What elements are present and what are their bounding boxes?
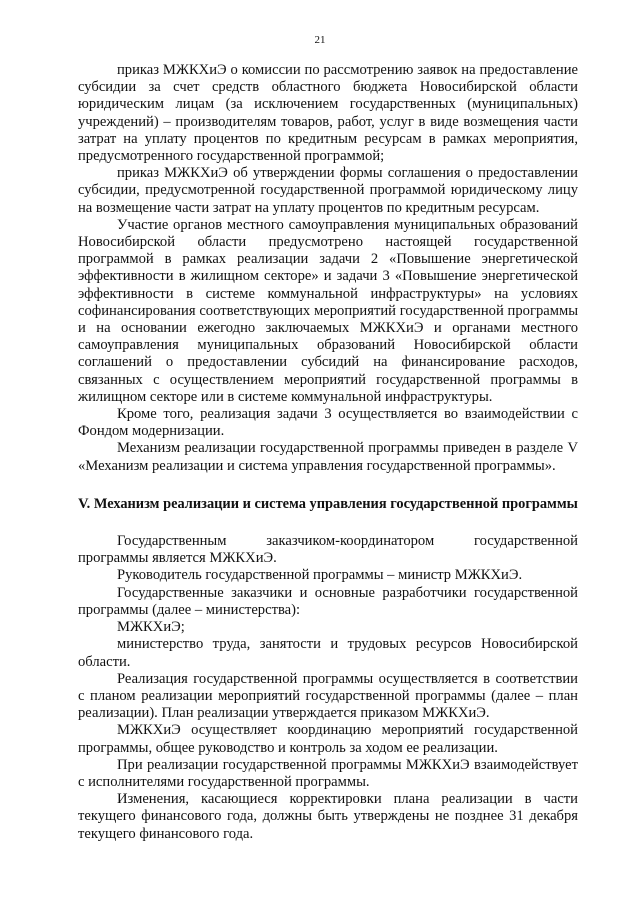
paragraph: приказ МЖКХиЭ об утверждении формы соглашения о предоставлении субсидии, предусмотренной государственной программой юридическому лицу на возмещение части затрат на уплату процентов по кредитным ресурсам. (78, 165, 578, 216)
page-number: 21 (314, 34, 326, 46)
section-heading: V. Механизм реализации и система управления государственной программы (78, 495, 578, 512)
paragraph: МЖКХиЭ; (117, 619, 185, 636)
paragraph: Изменения, касающиеся корректировки плана реализации в части текущего финансового года, должны быть утверждены не позднее 31 декабря текущего финансового года. (78, 791, 578, 842)
paragraph: МЖКХиЭ осуществляет координацию мероприятий государственной программы, общее руководство и контроль за ходом ее реализации. (78, 722, 578, 756)
paragraph: Государственным заказчиком-координатором государственной программы является МЖКХиЭ. (78, 533, 578, 567)
document-body (78, 62, 578, 843)
paragraph: Кроме того, реализация задачи 3 осуществляется во взаимодействии с Фондом модернизации. (78, 406, 578, 440)
paragraph: Участие органов местного самоуправления муниципальных образований Новосибирской области предусмотрено настоящей государственной программой в рамках реализации задачи 2 «Повышение энергетической эффективности в жилищном секторе» и задачи 3 «Повышение энергетической эффективности в системе коммунальной инфраструктуры» на условиях софинансирования соответствующих мероприятий государственной программы и на основании ежегодно заключаемых МЖКХиЭ и органами местного самоуправления муниципальных образований Новосибирской области соглашений о предоставлении субсидий на финансирование расходов, связанных с осуществлением мероприятий государственной программы в жилищном секторе или в системе коммунальной инфраструктуры. (78, 216, 578, 405)
paragraph: министерство труда, занятости и трудовых ресурсов Новосибирской области. (78, 636, 578, 670)
paragraph: Государственные заказчики и основные разработчики государственной программы (далее – министерства): (78, 584, 578, 618)
paragraph: Механизм реализации государственной программы приведен в разделе V «Механизм реализации и система управления государственной программы». (78, 440, 578, 474)
paragraph: приказ МЖКХиЭ о комиссии по рассмотрению заявок на предоставление субсидии за счет средств областного бюджета Новосибирской области юридическим лицам (за исключением государственных (муниципальных) учреждений) – производителям товаров, работ, услуг в виде возмещения части затрат на уплату процентов по кредитным ресурсам в рамках мероприятия, предусмотренного государственной программой; (78, 62, 578, 165)
paragraph: При реализации государственной программы МЖКХиЭ взаимодействует с исполнителями государственной программы. (78, 756, 578, 790)
paragraph: Реализация государственной программы осуществляется в соответствии с планом реализации мероприятий государственной программы (далее – план реализации). План реализации утверждается приказом МЖКХиЭ. (78, 670, 578, 722)
paragraph: Руководитель государственной программы – министр МЖКХиЭ. (117, 567, 523, 584)
